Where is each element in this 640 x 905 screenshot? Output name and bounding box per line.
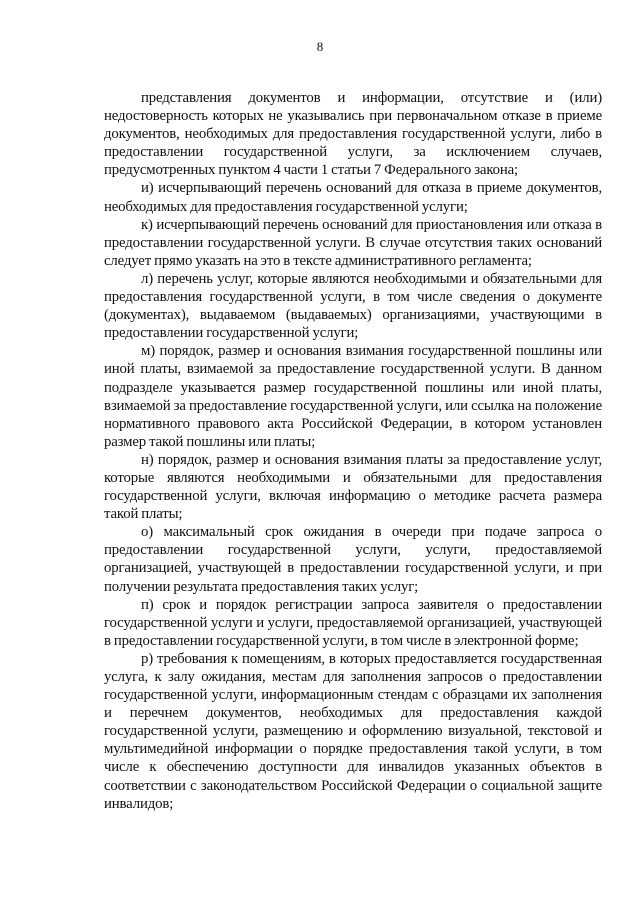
paragraph-item-m: м) порядок, размер и основания взимания государственной пошлины или иной платы, взимаемой за предоставление государственной услуги. В данном подразделе указывается размер государственной пошлины или иной платы, взимаемой за предоставление государственной услуги, или ссылка на положение нормативного правового акта Российской Федерации, в котором установлен размер такой пошлины или платы; [104, 343, 602, 450]
paragraph-item-i: и) исчерпывающий перечень оснований для отказа в приеме документов, необходимых для предоставления государственной услуги; [104, 180, 602, 215]
paragraph-item-k: к) исчерпывающий перечень оснований для приостановления или отказа в предоставлении государственной услуги. В случае отсутствия таких оснований следует прямо указать на это в тексте административного регламента; [104, 216, 602, 269]
paragraph-item-o: о) максимальный срок ожидания в очереди при подаче запроса о предоставлении государственной услуги, услуги, предоставляемой организацией, участвующей в предоставлении государственной услуги, и при получении результата предоставления таких услуг; [104, 524, 602, 595]
page-number: 8 [316, 39, 324, 54]
paragraph-item-r: р) требования к помещениям, в которых предоставляется государственная услуга, к залу ожидания, местам для заполнения запросов о предоставлении государственной услуги, информационным стендам с образцами их заполнения и перечнем документов, необходимых для предоставления каждой государственной услуги, размещению и оформлению визуальной, текстовой и мультимедийной информации о порядке предоставления такой услуги, в том числе к обеспечению доступности для инвалидов указанных объектов в соответствии с законодательством Российской Федерации о социальной защите инвалидов; [104, 650, 602, 812]
document-body [104, 89, 602, 813]
paragraph-item-l: л) перечень услуг, которые являются необходимыми и обязательными для предоставления государственной услуги, в том числе сведения о документе (документах), выдаваемом (выдаваемых) организациями, участвующими в предоставлении государственной услуги; [104, 270, 602, 342]
paragraph-item-p: п) срок и порядок регистрации запроса заявителя о предоставлении государственной услуги и услуги, предоставляемой организацией, участвующей в предоставлении государственной услуги, в том числе в электронной форме; [104, 596, 602, 649]
paragraph-continuation: представления документов и информации, отсутствие и (или) недостоверность которых не указывались при первоначальном отказе в приеме документов, необходимых для предоставления государственной услуги, либо в предоставлении государственной услуги, за исключением случаев, предусмотренных пунктом 4 части 1 статьи 7 Федерального закона; [104, 90, 602, 179]
paragraph-item-n: н) порядок, размер и основания взимания платы за предоставление услуг, которые являются необходимыми и обязательными для предоставления государственной услуги, включая информацию о методике расчета размера такой платы; [104, 451, 602, 523]
